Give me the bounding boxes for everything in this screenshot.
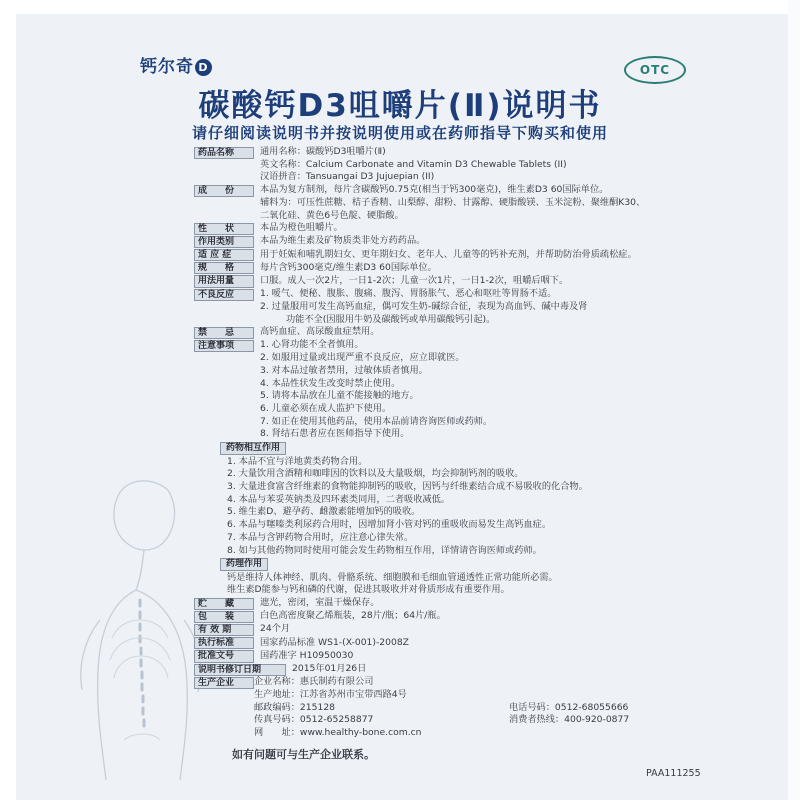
section-body (254, 339, 702, 441)
manufacturer-company: 企业名称：惠氏制药有限公司 (254, 676, 374, 688)
section-label: 不良反应 (194, 289, 254, 301)
interactions-body (194, 456, 702, 558)
section-body (254, 326, 702, 339)
section-label: 药品名称 (194, 147, 254, 159)
section-label: 批准文号 (194, 650, 254, 662)
section-label: 适 应 症 (194, 249, 254, 261)
precaution-item: 6. 儿童必须在成人监护下使用。 (260, 402, 392, 414)
document-title: 碳酸钙D3咀嚼片(Ⅱ)说明书 (198, 88, 602, 124)
section-value: 24个月 (260, 623, 291, 635)
section-label: 执行标准 (194, 637, 254, 649)
section-line: 通用名称：碳酸钙D3咀嚼片(Ⅱ) (260, 146, 386, 157)
section-specification (194, 262, 702, 275)
precaution-item: 5. 请将本品放在儿童不能接触的地方。 (260, 390, 419, 402)
section-value: 国家药品标准 WS1-(X-001)-2008Z (260, 636, 409, 648)
section-dosage (194, 275, 702, 288)
section-line: 口服。成人一次2片，一日1-2次；儿童一次1片，一日1-2次，咀嚼后咽下。 (260, 274, 569, 286)
section-line: 本品为复方制剂，每片含碳酸钙0.75克(相当于钙300毫克)，维生素D3 60国际单位。 (260, 184, 609, 196)
section-body (254, 249, 702, 262)
pharmacology-body (194, 572, 702, 597)
document-subtitle: 请仔细阅读说明书并按说明使用或在药师指导下购买和使用 (191, 124, 608, 142)
interaction-item: 5. 维生素D、避孕药、雌激素能增加钙的吸收。 (227, 506, 421, 518)
leaflet-content (194, 146, 702, 740)
section-label: 包 装 (194, 611, 254, 623)
section-interactions (194, 441, 702, 557)
section-label: 禁 忌 (194, 327, 254, 339)
manufacturer-contact-row (254, 714, 702, 727)
section-line: 功能不全(因服用牛奶及碳酸钙或单用碳酸钙引起)。 (286, 313, 496, 325)
manufacturer-hotline: 消费者热线：400-920-0877 (509, 714, 630, 726)
pharmacology-line: 维生素D能参与钙和磷的代谢，促进其吸收并对骨质形成有重要作用。 (227, 584, 510, 596)
section-body (254, 184, 702, 222)
precaution-item: 3. 对本品过敏者禁用，过敏体质者慎用。 (260, 364, 428, 376)
section-standard (194, 637, 702, 650)
section-label: 规 格 (194, 262, 254, 274)
interaction-item: 4. 本品与苯妥英钠类及四环素类同用，二者吸收减低。 (227, 493, 450, 505)
section-indications (194, 249, 702, 262)
paper-edge-top (0, 0, 800, 14)
section-label: 作用类别 (194, 236, 254, 248)
brand-name: 钙尔奇 (140, 57, 194, 77)
section-line: 本品为橙色咀嚼片。 (260, 222, 343, 234)
precaution-item: 4. 本品性状发生改变时禁止使用。 (260, 377, 401, 389)
manufacturer-address: 生产地址：江苏省苏州市宝带西路4号 (254, 688, 407, 700)
precaution-item: 2. 如服用过量或出现严重不良反应，应立即就医。 (260, 352, 465, 364)
precaution-item: 7. 如正在使用其他药品，使用本品前请咨询医师或药师。 (260, 415, 493, 427)
pharmacology-label: 药理作用 (220, 558, 268, 571)
section-label: 成 份 (194, 185, 254, 197)
section-label: 性 状 (194, 223, 254, 235)
section-line: 汉语拼音：Tansuangai D3 Jujuepian (II) (260, 171, 435, 183)
contact-note: 如有问题可与生产企业联系。 (232, 748, 375, 761)
section-precautions (194, 339, 702, 441)
manufacturer-phone: 电话号码：0512-68055666 (509, 701, 629, 713)
section-package (194, 610, 702, 623)
interaction-item: 8. 如与其他药物同时使用可能会发生药物相互作用，详情请咨询医师或药师。 (227, 544, 542, 556)
section-contraindications (194, 326, 702, 339)
section-ingredients (194, 184, 702, 222)
section-storage (194, 597, 702, 610)
section-label: 用法用量 (194, 275, 254, 287)
section-manufacturer (194, 676, 702, 740)
section-line: 英文名称：Calcium Carbonate and Vitamin D3 Chewable Tablets (II) (260, 158, 567, 170)
interaction-item: 7. 本品与含钾药物合用时，应注意心律失常。 (227, 531, 414, 543)
section-body (254, 222, 702, 235)
section-body (254, 275, 702, 288)
interaction-item: 1. 本品不宜与洋地黄类药物合用。 (227, 455, 368, 467)
section-line: 高钙血症、高尿酸血症禁用。 (260, 326, 380, 338)
document-code: PAA111255 (646, 768, 701, 779)
brand-mark: D (195, 59, 212, 76)
section-value: 遮光，密闭，室温干燥保存。 (260, 597, 380, 609)
section-line: 1. 嗳气、便秘、腹胀、腹痛、腹泻、胃肠胀气、恶心和呕吐等胃肠不适。 (260, 288, 557, 300)
section-label: 说明书修订日期 (194, 664, 286, 676)
section-revision-date (194, 663, 702, 676)
interaction-item: 3. 大量进食富含纤维素的食物能抑制钙的吸收，因钙与纤维素结合成不易吸收的化合物。 (227, 480, 588, 492)
otc-badge: OTC (624, 56, 686, 84)
precaution-item: 1. 心肾功能不全者慎用。 (260, 339, 364, 351)
section-line: 用于妊娠和哺乳期妇女、更年期妇女、老年人、儿童等的钙补充剂，并帮助防治骨质疏松症。 (260, 248, 637, 260)
section-shelf-life (194, 623, 702, 636)
section-pharmacology (194, 557, 702, 597)
manufacturer-contact-row (254, 702, 702, 715)
manufacturer-postcode: 邮政编码：215128 (254, 701, 336, 713)
section-body (254, 288, 702, 326)
manufacturer-fax: 传真号码：0512-65258877 (254, 714, 374, 726)
section-value: 白色高密度聚乙烯瓶装，28片/瓶；64片/瓶。 (260, 610, 446, 622)
section-body (254, 146, 702, 184)
section-line: 辅料为：可压性蔗糖、桔子香精、山梨醇、甜粉、甘露醇、硬脂酸镁、玉米淀粉、聚维酮K30、 (260, 196, 646, 208)
interaction-item: 2. 大量饮用含酒精和咖啡因的饮料以及大量吸烟，均会抑制钙剂的吸收。 (227, 468, 524, 480)
precaution-item: 8. 肾结石患者应在医师指导下使用。 (260, 428, 410, 440)
section-approval-number (194, 650, 702, 663)
section-body (254, 235, 702, 248)
section-label: 生产企业 (194, 677, 254, 689)
section-category (194, 235, 702, 248)
interactions-label: 药物相互作用 (220, 442, 286, 455)
section-body (254, 262, 702, 275)
manufacturer-body (254, 676, 702, 740)
section-appearance (194, 222, 702, 235)
manufacturer-website: 网 址：www.healthy-bone.com.cn (254, 727, 422, 739)
section-line: 每片含钙300毫克/维生素D3 60国际单位。 (260, 261, 437, 273)
brand-logo (140, 52, 212, 77)
section-adverse-reactions (194, 288, 702, 326)
section-line: 本品为维生素及矿物质类非处方药药品。 (260, 235, 426, 247)
section-line: 2. 过量服用可发生高钙血症，偶可发生奶-碱综合征，表现为高血钙、碱中毒及肾 (260, 300, 588, 312)
section-label: 注意事项 (194, 340, 254, 352)
section-label: 有 效 期 (194, 624, 254, 636)
section-label: 贮 藏 (194, 598, 254, 610)
section-line: 二氧化硅、黄色6号色靛、硬脂酸。 (260, 209, 404, 221)
section-drug-name (194, 146, 702, 184)
section-value: 2015年01月26日 (292, 663, 367, 675)
section-value: 国药准字 H10950030 (260, 649, 354, 661)
interaction-item: 6. 本品与噻嗪类利尿药合用时，因增加肾小管对钙的重吸收而易发生高钙血症。 (227, 519, 552, 531)
pharmacology-line: 钙是维持人体神经、肌肉、骨骼系统、细胞膜和毛细血管通透性正常功能所必需。 (227, 571, 558, 583)
